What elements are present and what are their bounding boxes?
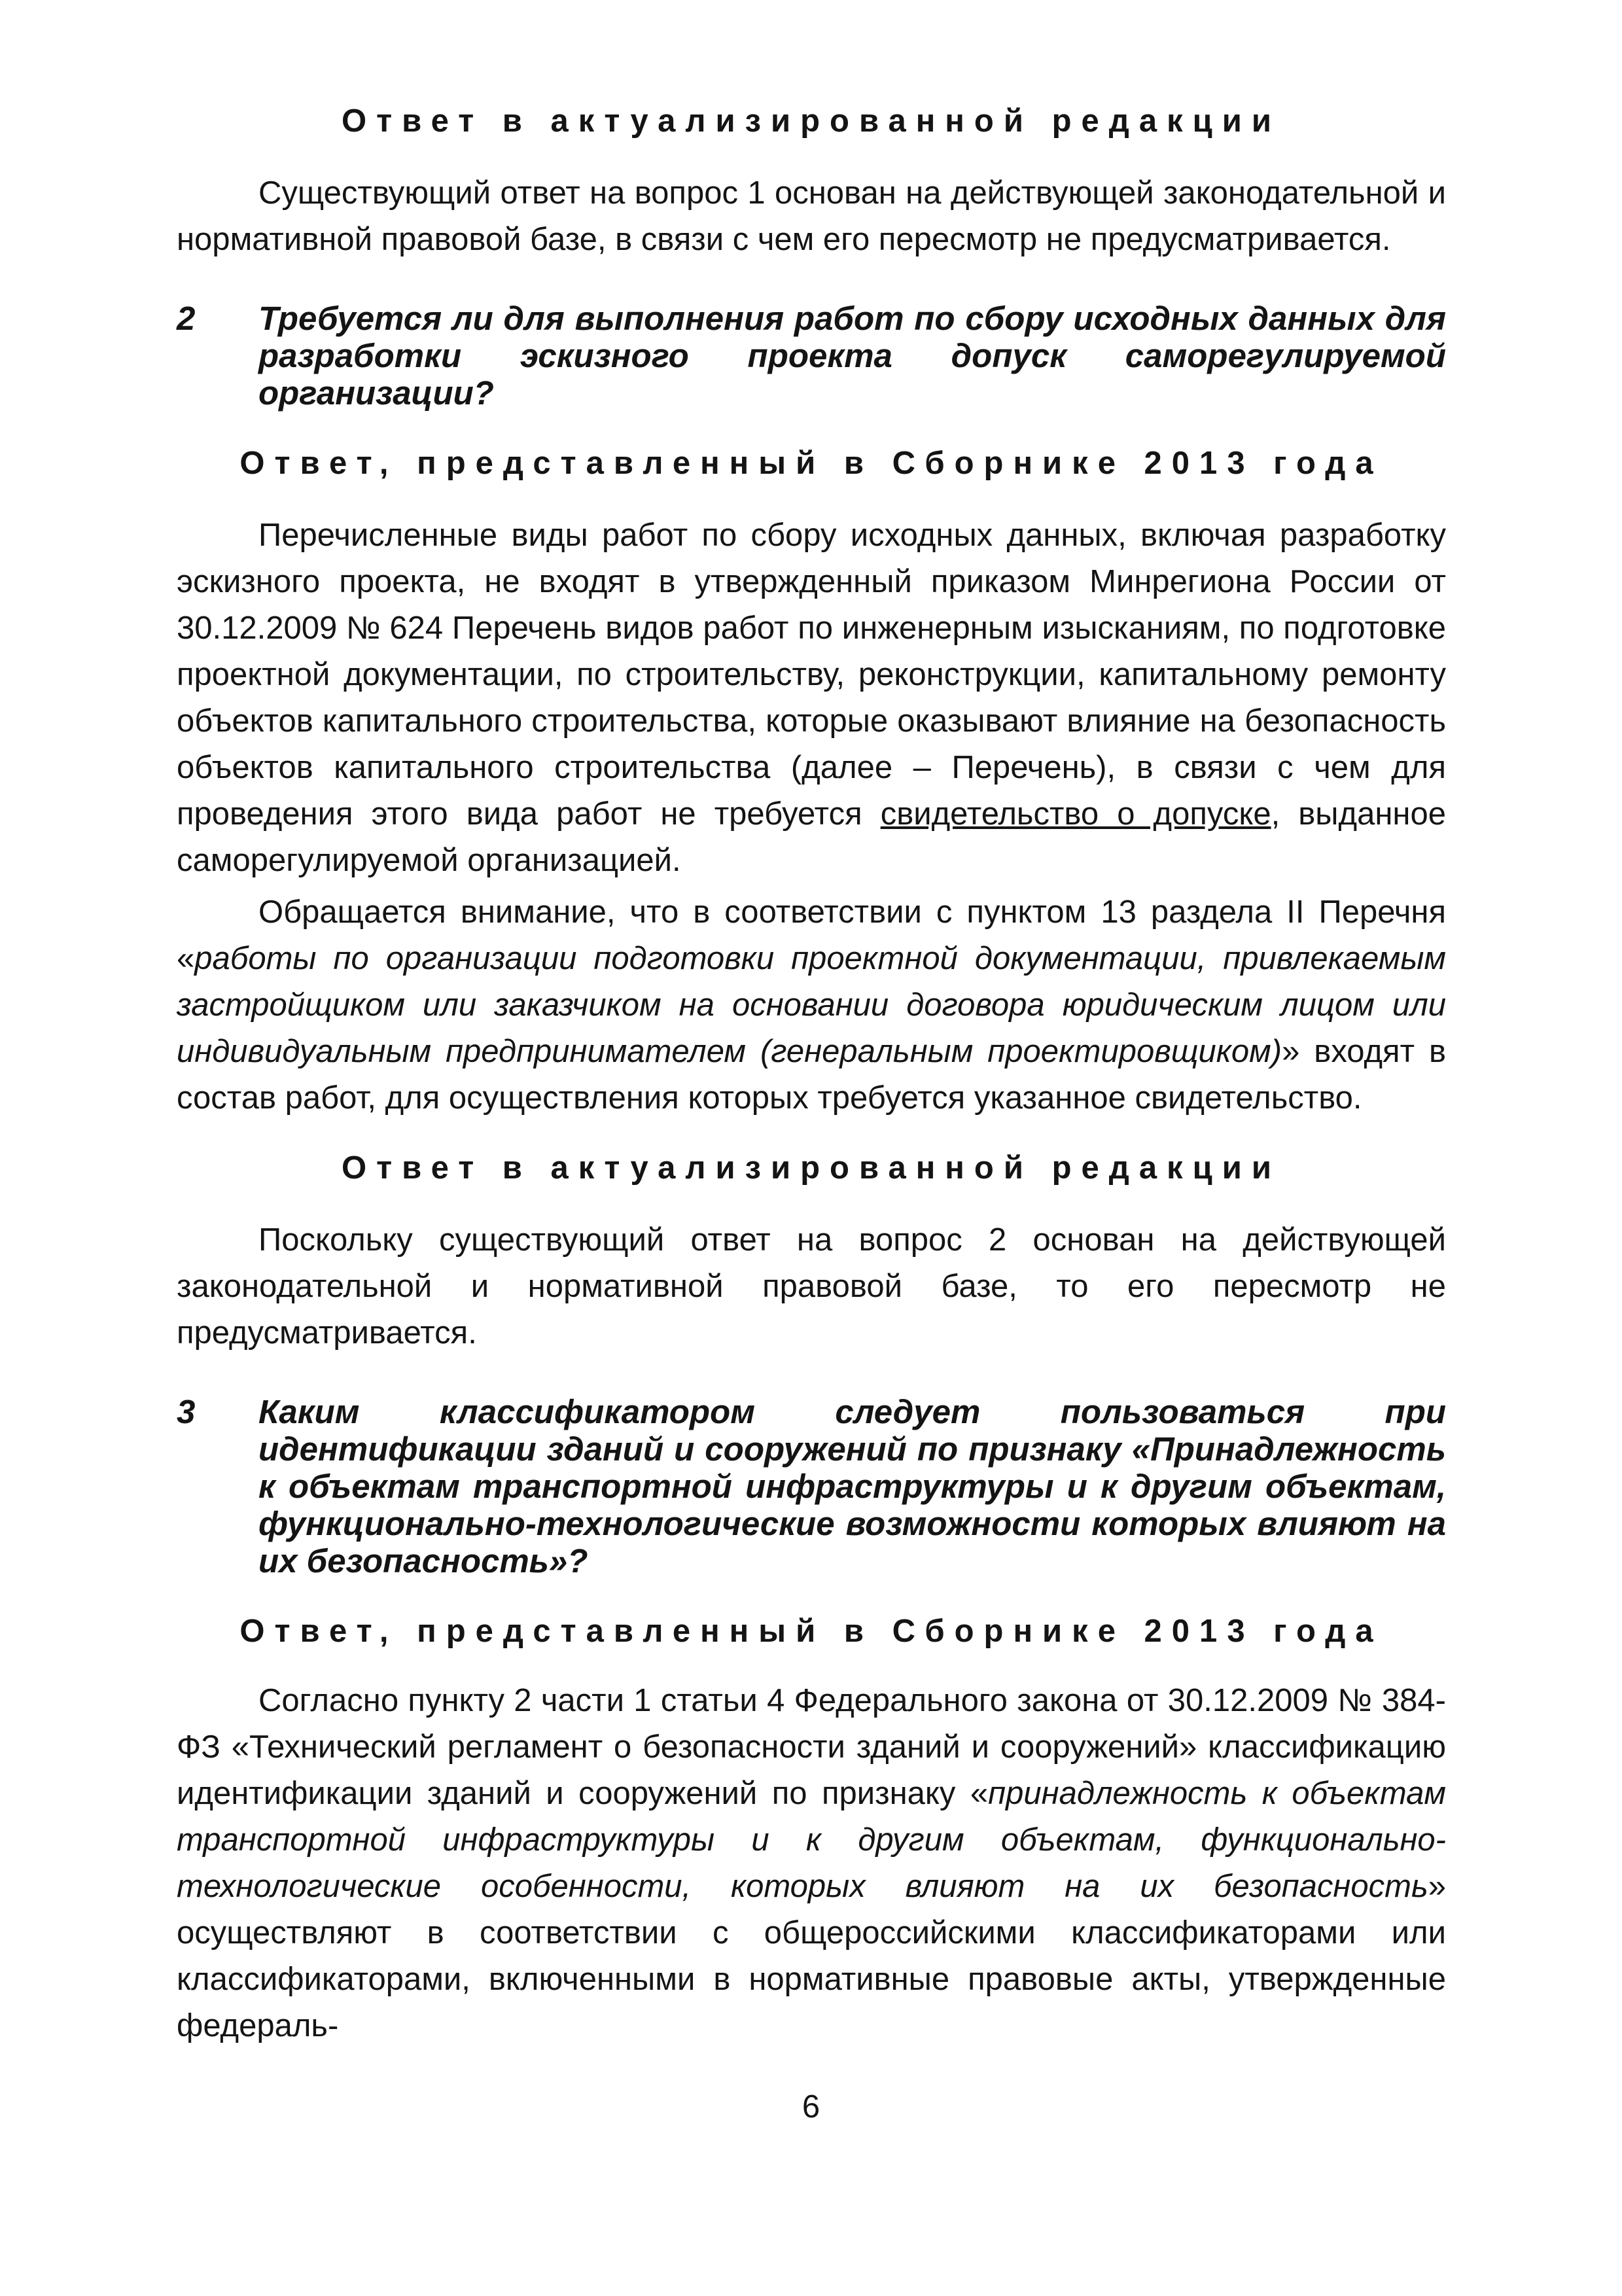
- answer-paragraph: [177, 889, 1446, 1122]
- text-run: Согласно пункту 2 части 1 статьи 4 Федерального закона от 30.12.2009 № 384-ФЗ «Технический регламент о безопасности зданий и сооружений» классификацию идентификации зданий и сооружений по признаку «: [177, 1683, 1446, 1811]
- question-text: Каким классификатором следует пользоваться при идентификации зданий и сооружений по признаку «Принадлежность к объектам транспортной инфраструктуры и к другим объектам, функционально-технологические возможности которых влияют на их безопасность»?: [258, 1393, 1446, 1580]
- text-run: Обращается внимание, что в соответствии с пунктом 13 раздела II Перечня «: [177, 894, 1446, 976]
- text-run: , выданное саморегулируемой организацией.: [177, 796, 1446, 878]
- question-item: [177, 1393, 1446, 1580]
- text-run: Поскольку существующий ответ на вопрос 2 основан на действующей законодательной и нормативной правовой базе, то его пересмотр не предусматривается.: [177, 1222, 1446, 1351]
- question-number: 3: [177, 1393, 196, 1430]
- question-number: 2: [177, 300, 196, 337]
- question-text: Требуется ли для выполнения работ по сбору исходных данных для разработки эскизного проекта допуск саморегулируемой организации?: [258, 300, 1446, 412]
- document-page: [177, 98, 1446, 2049]
- answer-paragraph: [177, 1678, 1446, 2049]
- question-item: [177, 300, 1446, 412]
- page-number: 6: [802, 2089, 820, 2125]
- answer-paragraph: [177, 512, 1446, 884]
- section-heading-updated-answer: Ответ в актуализированной редакции: [342, 1150, 1281, 1186]
- section-heading-2013-answer: Ответ, представленный в Сборнике 2013 года: [239, 1614, 1383, 1649]
- section-heading-2013-answer: Ответ, представленный в Сборнике 2013 года: [239, 446, 1383, 481]
- text-run: » входят в состав работ, для осуществления которых требуется указанное свидетельство.: [177, 1034, 1446, 1116]
- text-run: » осуществляют в соответствии с общероссийскими классификаторами или классификаторами, включенными в нормативные правовые акты, утвержденные федераль-: [177, 1869, 1446, 2043]
- italic-quote: работы по организации подготовки проектной документации, привлекаемым застройщиком или заказчиком на основании договора юридическим лицом или индивидуальным предпринимателем (генеральным проектировщиком): [177, 941, 1446, 1069]
- italic-quote: принадлежность к объектам транспортной инфраструктуры и к другим объектам, функционально-технологические особенности, которых влияют на их безопасность: [177, 1776, 1446, 1904]
- underlined-term: свидетельство о допуске: [880, 796, 1271, 832]
- answer-paragraph: [177, 1217, 1446, 1356]
- answer-paragraph: [177, 170, 1446, 263]
- text-run: Существующий ответ на вопрос 1 основан на действующей законодательной и нормативной правовой базе, в связи с чем его пересмотр не предусматривается.: [177, 175, 1446, 257]
- section-heading-updated-answer: Ответ в актуализированной редакции: [342, 103, 1281, 139]
- text-run: Перечисленные виды работ по сбору исходных данных, включая разработку эскизного проекта, не входят в утвержденный приказом Минрегиона России от 30.12.2009 № 624 Перечень видов работ по инженерным изысканиям, по подготовке проектной документации, по строительству, реконструкции, капитальному ремонту объектов капитального строительства, которые оказывают влияние на безопасность объектов капитального строительства (далее – Перечень), в связи с чем для проведения этого вида работ не требуется: [177, 518, 1446, 832]
